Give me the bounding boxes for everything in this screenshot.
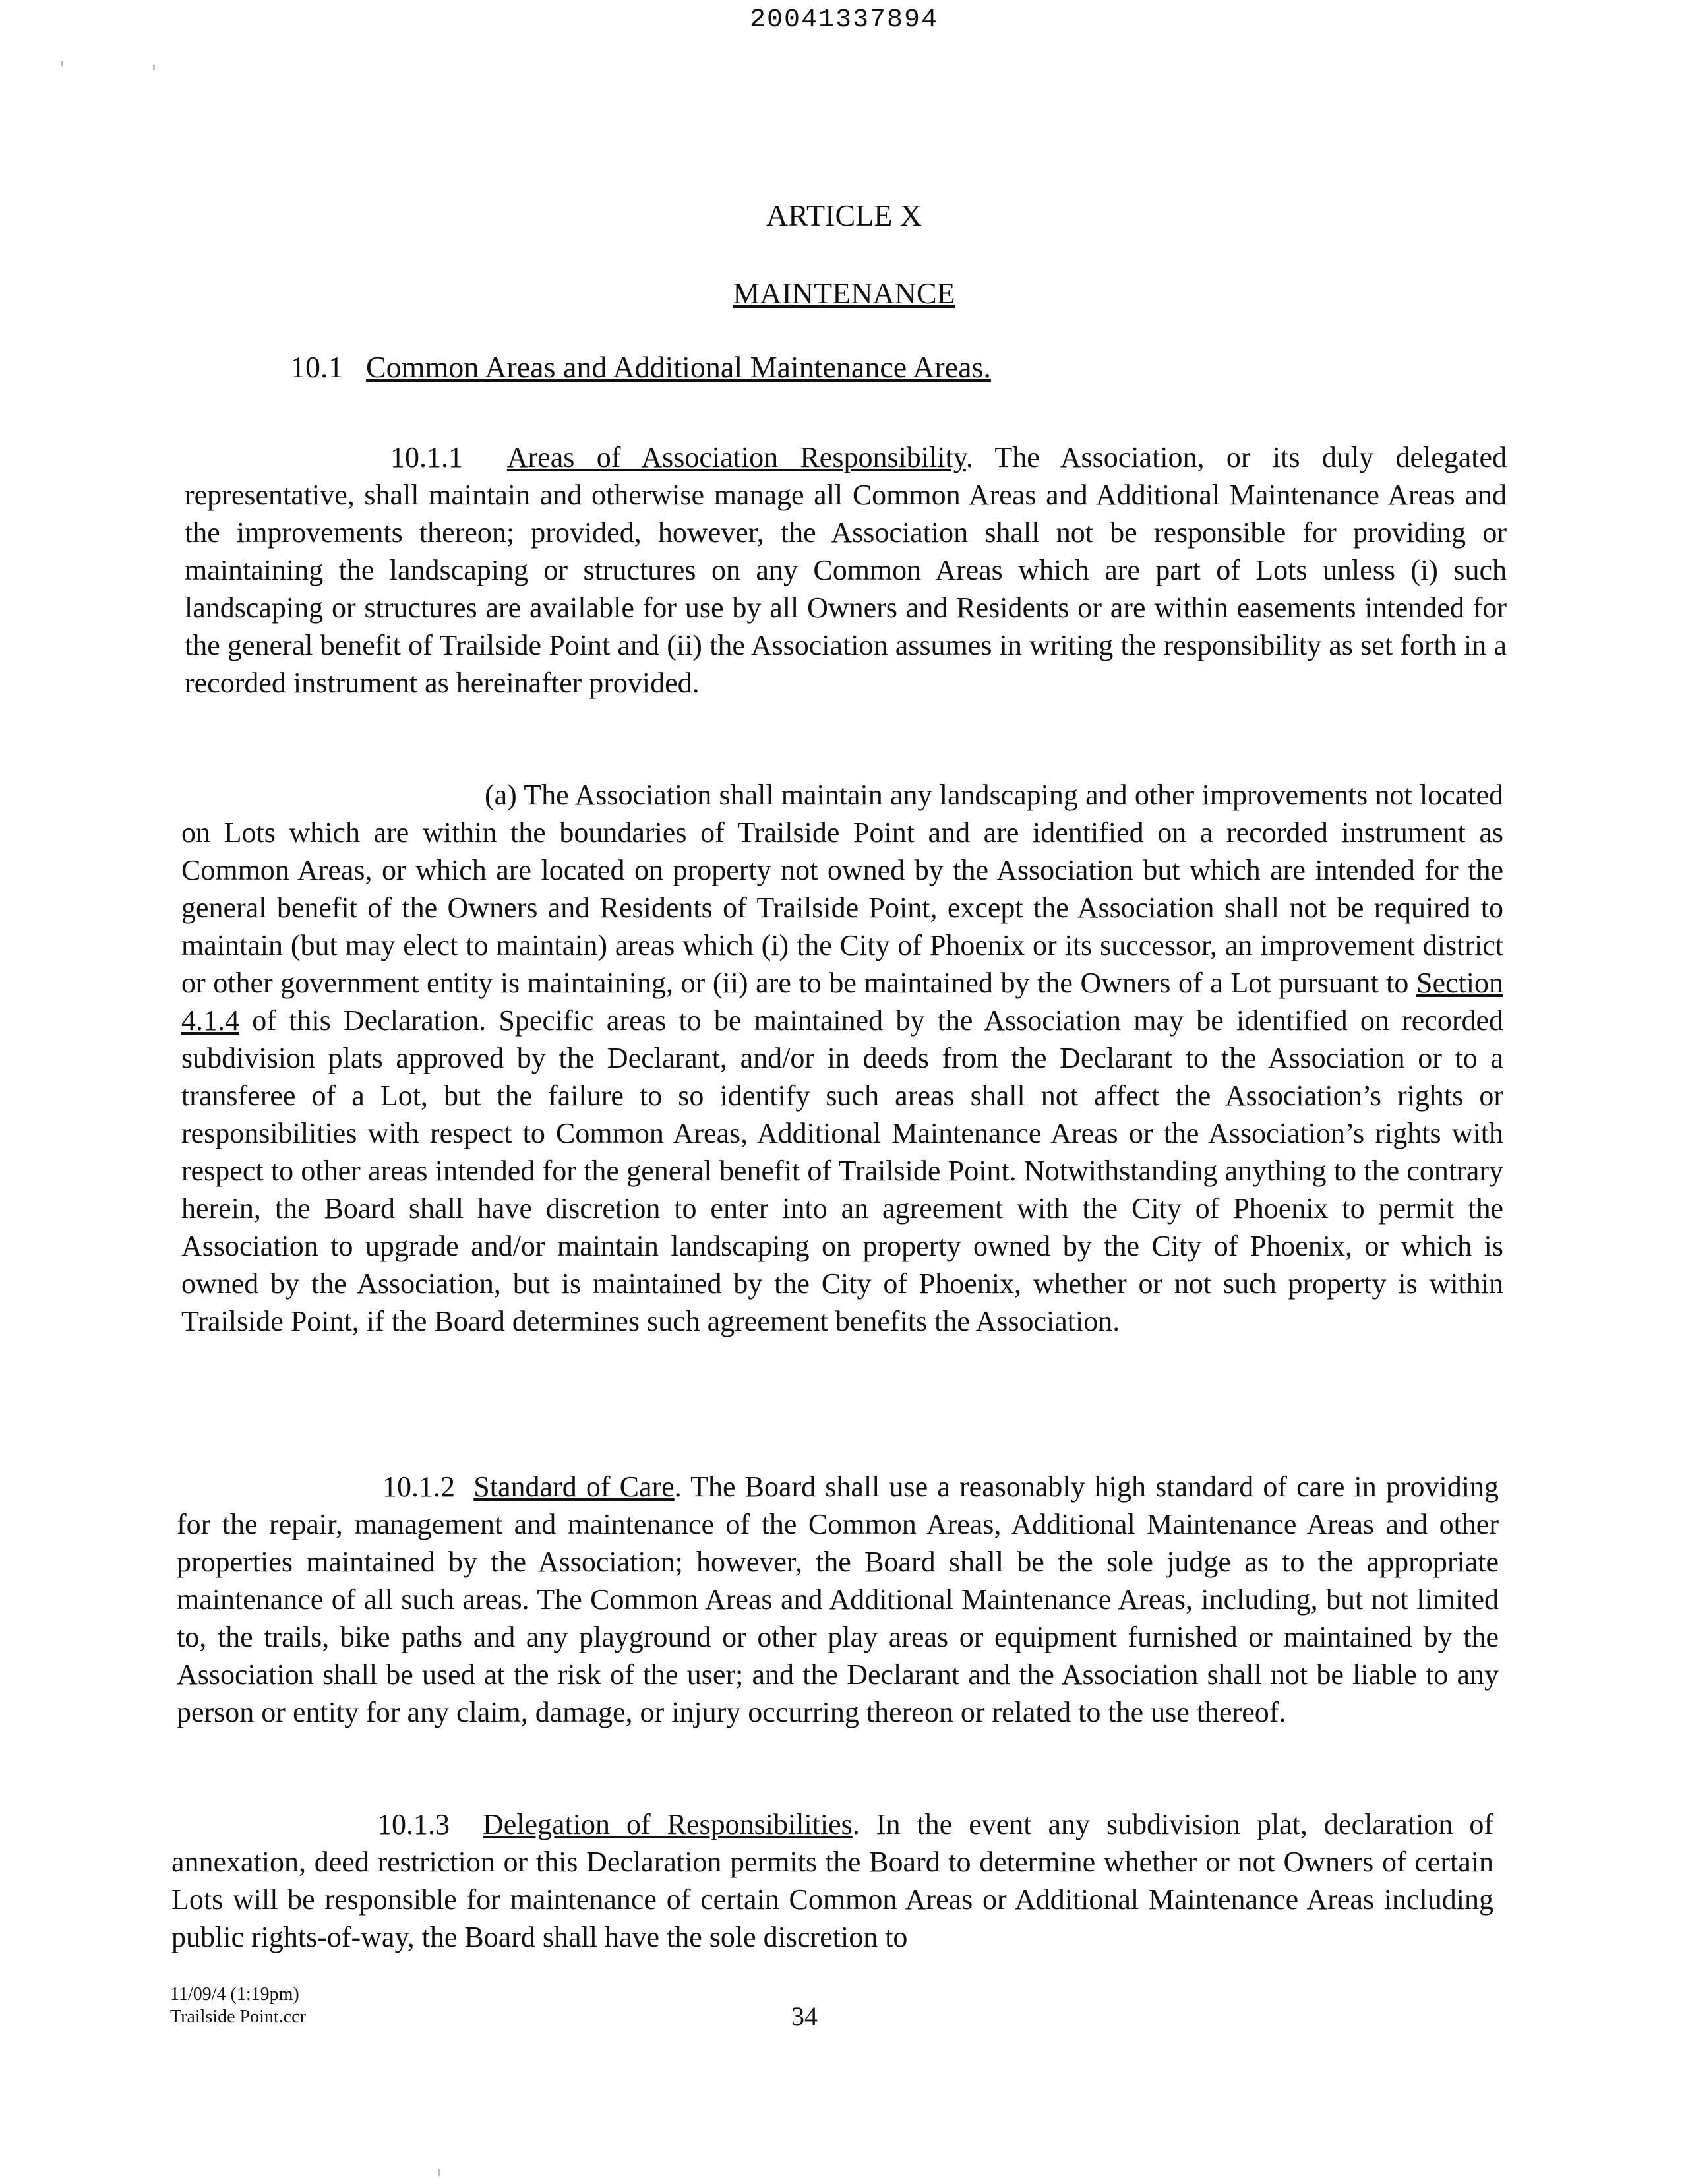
scan-speck — [61, 61, 63, 66]
section-10-1-number: 10.1 — [290, 350, 344, 384]
scan-speck — [438, 2169, 440, 2176]
section-10-1-3-title: Delegation of Responsibilities — [483, 1808, 853, 1840]
footer-date: 11/09/4 (1:19pm) — [170, 1984, 299, 2005]
subsection-a-text-before: The Association shall maintain any landscaping and other improvements not located on Lots which are within the boundaries of Trailside Point and are identified on a recorded instrument as Common Areas, or which are located on property not owned by the Association but which are intended for the general benefit of the Owners and Residents of Trailside Point, except the Association shall not be required to maintain (but may elect to maintain) areas which (i) the City of Phoenix or its successor, an improvement district or other government entity is maintaining, or (ii) are to be maintained by the Owners of a Lot pursuant to — [181, 779, 1503, 999]
section-10-1-2-paragraph — [177, 1468, 1499, 1731]
section-10-1-title: Common Areas and Additional Maintenance Areas. — [366, 350, 991, 384]
section-4-1-4-reference: Section 4.1.4 — [181, 967, 1503, 1037]
subsection-a-text-after: of this Declaration. Specific areas to be maintained by the Association may be identified on recorded subdivision plats approved by the Declarant, and/or in deeds from the Declarant to the Association or to a transferee of a Lot, but the failure to so identify such areas shall not affect the Association’s rights or responsibilities with respect to Common Areas, Additional Maintenance Areas or the Association’s rights with respect to other areas intended for the general benefit of Trailside Point. Notwithstanding anything to the contrary herein, the Board shall have discretion to enter into an agreement with the City of Phoenix to permit the Association to upgrade and/or maintain landscaping on property owned by the City of Phoenix, or which is owned by the Association, but is maintained by the City of Phoenix, whether or not such property is within Trailside Point, if the Board determines such agreement benefits the Association. — [181, 1004, 1503, 1337]
section-10-1-1-text: . The Association, or its duly delegated representative, shall maintain and otherwise manage all Common Areas and Additional Maintenance Areas and the improvements thereon; provided, however, the Association shall not be responsible for providing or maintaining the landscaping or structures on any Common Areas which are part of Lots unless (i) such landscaping or structures are available for use by all Owners and Residents or are within easements intended for the general benefit of Trailside Point and (ii) the Association assumes in writing the responsibility as set forth in a recorded instrument as hereinafter provided. — [185, 441, 1507, 699]
section-10-1-1-number: 10.1.1 — [390, 441, 463, 473]
section-10-1-3-text: . In the event any subdivision plat, declaration of annexation, deed restriction or this Declaration permits the Board to determine whether or not Owners of certain Lots will be responsible for maintenance of certain Common Areas or Additional Maintenance Areas including public rights-of-way, the Board shall have the sole discretion to — [171, 1808, 1494, 1953]
section-10-1-2-title: Standard of Care — [473, 1471, 675, 1503]
section-10-1-heading — [290, 349, 991, 384]
section-10-1-2-text: . The Board shall use a reasonably high standard of care in providing for the repair, management and maintenance of the Common Areas, Additional Maintenance Areas and other properties maintained by the Association; however, the Board shall be the sole judge as to the appropriate maintenance of all such areas. The Common Areas and Additional Maintenance Areas, including, but not limited to, the trails, bike paths and any playground or other play areas or equipment furnished or maintained by the Association shall be used at the risk of the user; and the Declarant and the Association shall not be liable to any person or entity for any claim, damage, or injury occurring thereon or related to the use thereof. — [177, 1471, 1499, 1728]
scan-speck — [153, 65, 155, 70]
subsection-a-paragraph — [181, 776, 1503, 1340]
footer-filename: Trailside Point.ccr — [170, 2007, 306, 2027]
article-title: ARTICLE X — [766, 198, 922, 232]
section-10-1-1-title: Areas of Association Responsibility — [506, 441, 966, 473]
subsection-a-label: (a) — [485, 779, 517, 811]
section-10-1-3-number: 10.1.3 — [377, 1808, 450, 1840]
footer-file-info — [170, 1984, 306, 2028]
page-number: 34 — [791, 2001, 818, 2031]
section-10-1-3-paragraph — [171, 1805, 1493, 1956]
section-10-1-1-paragraph — [185, 439, 1507, 702]
section-10-1-2-number: 10.1.2 — [382, 1471, 455, 1503]
document-number: 20041337894 — [749, 5, 939, 35]
article-subtitle: MAINTENANCE — [733, 276, 955, 310]
